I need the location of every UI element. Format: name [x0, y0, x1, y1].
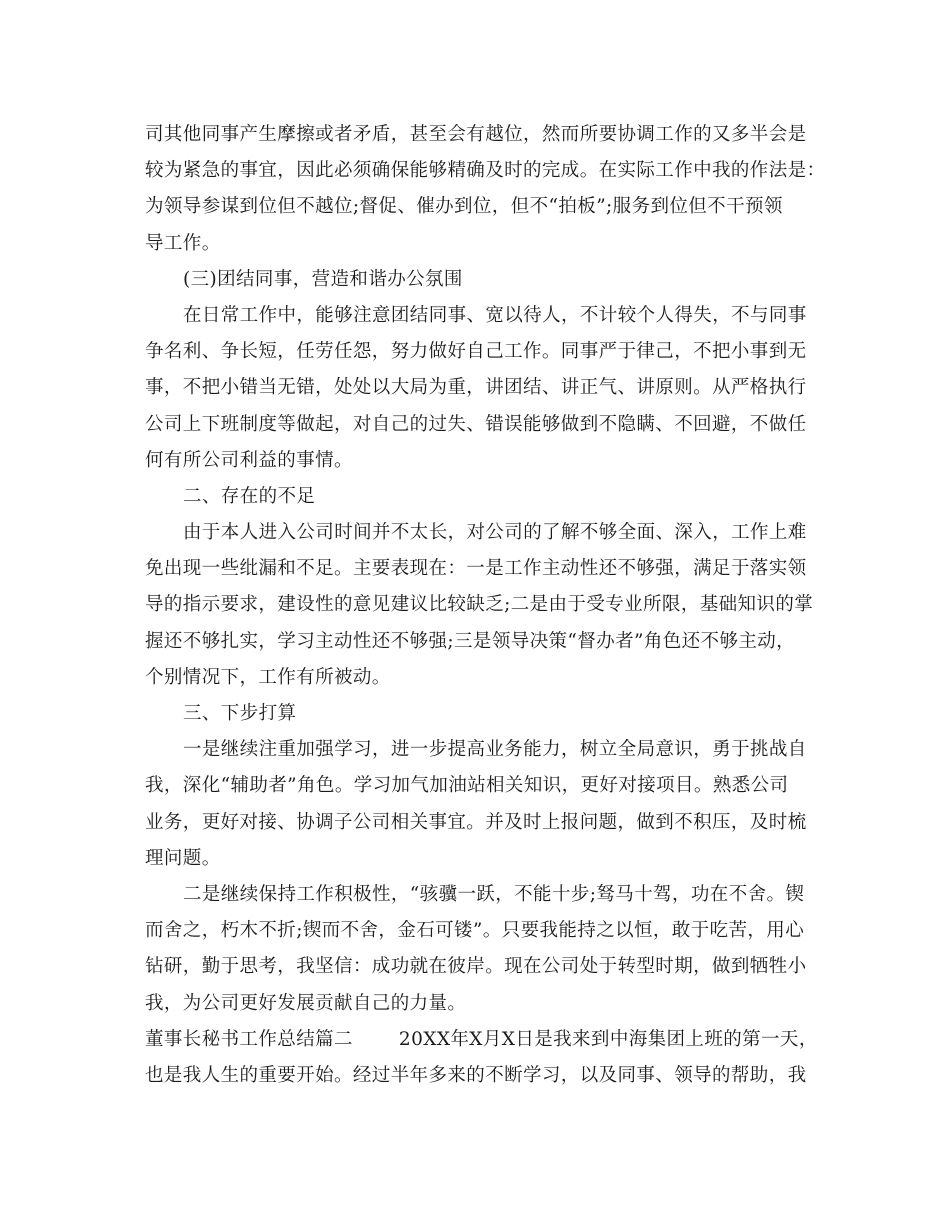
text-line: 为领导参谋到位但不越位;督促、催办到位，但不“拍板”;服务到位但不干预领	[145, 196, 783, 218]
text-line: 而舍之，朽木不折;锲而不舍，金石可镂”。只要我能持之以恒，敢于吃苦，用心	[145, 920, 805, 942]
section-start-text: 20XX年X月X日是我来到中海集团上班的第一天，	[398, 1028, 818, 1050]
text-line: 业务，更好对接、协调子公司相关事宜。并及时上报问题，做到不积压，及时梳	[145, 811, 807, 833]
text-line: 钻研，勤于思考，我坚信：成功就在彼岸。现在公司处于转型时期，做到牺牲小	[145, 956, 807, 978]
section-title-line	[145, 1022, 818, 1058]
text-line: 在日常工作中，能够注意团结同事、宽以待人，不计较个人得失，不与同事	[183, 304, 807, 326]
text-line: 也是我人生的重要开始。经过半年多来的不断学习，以及同事、领导的帮助，我	[145, 1064, 807, 1086]
text-line: 握还不够扎实，学习主动性还不够强;三是领导决策“督办者”角色还不够主动，	[145, 630, 796, 652]
text-line: 免出现一些纰漏和不足。主要表现在：一是工作主动性还不够强，满足于落实领	[145, 558, 807, 580]
text-line: 较为紧急的事宜，因此必须确保能够精确及时的完成。在实际工作中我的作法是：	[145, 160, 826, 182]
text-line: 导的指示要求，建设性的意见建议比较缺乏;二是由于受专业所限，基础知识的掌	[145, 594, 814, 616]
text-line: 二是继续保持工作积极性，“骇骥一跃，不能十步;驽马十驾，功在不舍。锲	[183, 883, 805, 905]
text-line: 公司上下班制度等做起，对自己的过失、错误能够做到不隐瞒、不回避，不做任	[145, 413, 807, 435]
heading-next-steps: 三、下步打算	[183, 703, 297, 724]
text-line: 争名利、争长短，任劳任怨，努力做好自己工作。同事严于律己，不把小事到无	[145, 341, 807, 363]
text-line: 导工作。	[145, 232, 221, 254]
text-line: 理问题。	[145, 847, 221, 869]
text-line: 我，为公司更好发展贡献自己的力量。	[145, 992, 467, 1014]
heading-shortcomings: 二、存在的不足	[183, 485, 316, 507]
text-line: 一是继续注重加强学习，进一步提高业务能力，树立全局意识，勇于挑战自	[183, 739, 807, 761]
text-line: 何有所公司利益的事情。	[145, 449, 353, 471]
section-title: 董事长秘书工作总结篇二	[145, 1028, 353, 1050]
text-line: 司其他同事产生摩擦或者矛盾，甚至会有越位，然而所要协调工作的又多半会是	[145, 124, 807, 145]
subheading: (三)团结同事，营造和谐办公氛围	[183, 268, 463, 290]
document-body	[145, 117, 826, 1094]
text-line: 个别情况下，工作有所被动。	[145, 666, 391, 688]
text-line: 我，深化“辅助者”角色。学习加气加油站相关知识，更好对接项目。熟悉公司	[145, 775, 789, 797]
text-line: 事，不把小错当无错，处处以大局为重，讲团结、讲正气、讲原则。从严格执行	[145, 377, 807, 399]
text-line: 由于本人进入公司时间并不太长，对公司的了解不够全面、深入，工作上难	[183, 522, 807, 544]
